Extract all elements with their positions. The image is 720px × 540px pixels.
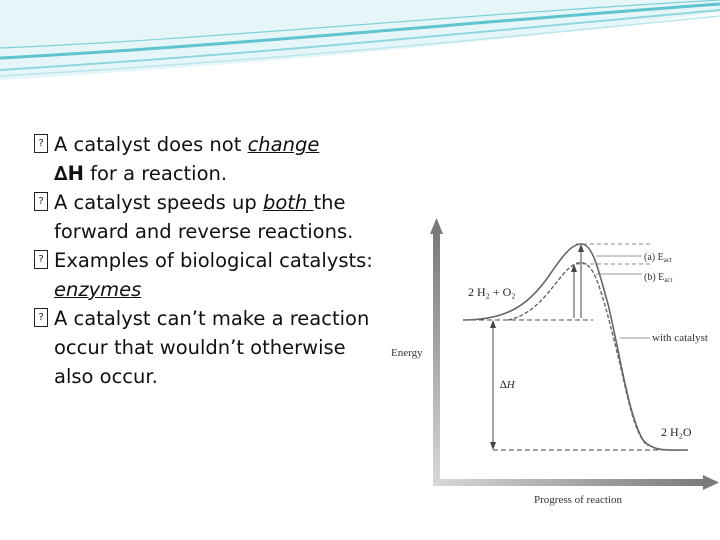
missing-glyph-icon: ?: [34, 192, 48, 211]
bullet-item-enzymes: [34, 246, 384, 304]
missing-glyph-icon: ?: [34, 134, 48, 153]
header-swoosh-decoration: [0, 0, 720, 110]
bullet-item-no-change-dh: [34, 130, 384, 188]
bullet-emphasis: change: [247, 133, 320, 156]
with-catalyst-label: with catalyst: [652, 332, 708, 344]
bullet-item-speeds-both: [34, 188, 384, 246]
bullet-text: for a reaction.: [83, 162, 228, 185]
missing-glyph-icon: ?: [34, 250, 48, 269]
reactants-label: 2 H₂ + O₂: [468, 285, 516, 299]
ea-catalyzed-label: (b) $E_{act}$: [644, 272, 673, 284]
bullet-list: [34, 130, 384, 391]
products-label: 2 H₂O: [661, 425, 692, 439]
progress-axis: [433, 479, 705, 486]
progress-axis-label: Progress of reaction: [534, 494, 622, 506]
bullet-text: the forward and reverse reactions.: [54, 191, 354, 243]
missing-glyph-icon: ?: [34, 308, 48, 327]
ea-uncatalyzed-label: (a) $E_{act}$: [644, 252, 672, 264]
delta-h-label: ∆H: [500, 379, 515, 391]
delta-h-symbol: ∆H: [54, 162, 84, 185]
bullet-item-cannot-force: [34, 304, 384, 391]
bullet-emphasis: enzymes: [54, 278, 142, 301]
energy-diagram: [388, 214, 720, 510]
bullet-text: A catalyst can’t make a reaction occur that wouldn’t otherwise also occur.: [54, 307, 370, 388]
bullet-text: A catalyst does not: [54, 133, 248, 156]
bullet-text: A catalyst speeds up: [54, 191, 263, 214]
bullet-emphasis: both: [262, 191, 314, 214]
energy-axis: [433, 232, 440, 486]
bullet-text: Examples of biological catalysts:: [54, 249, 373, 272]
energy-axis-label: Energy: [391, 347, 423, 359]
